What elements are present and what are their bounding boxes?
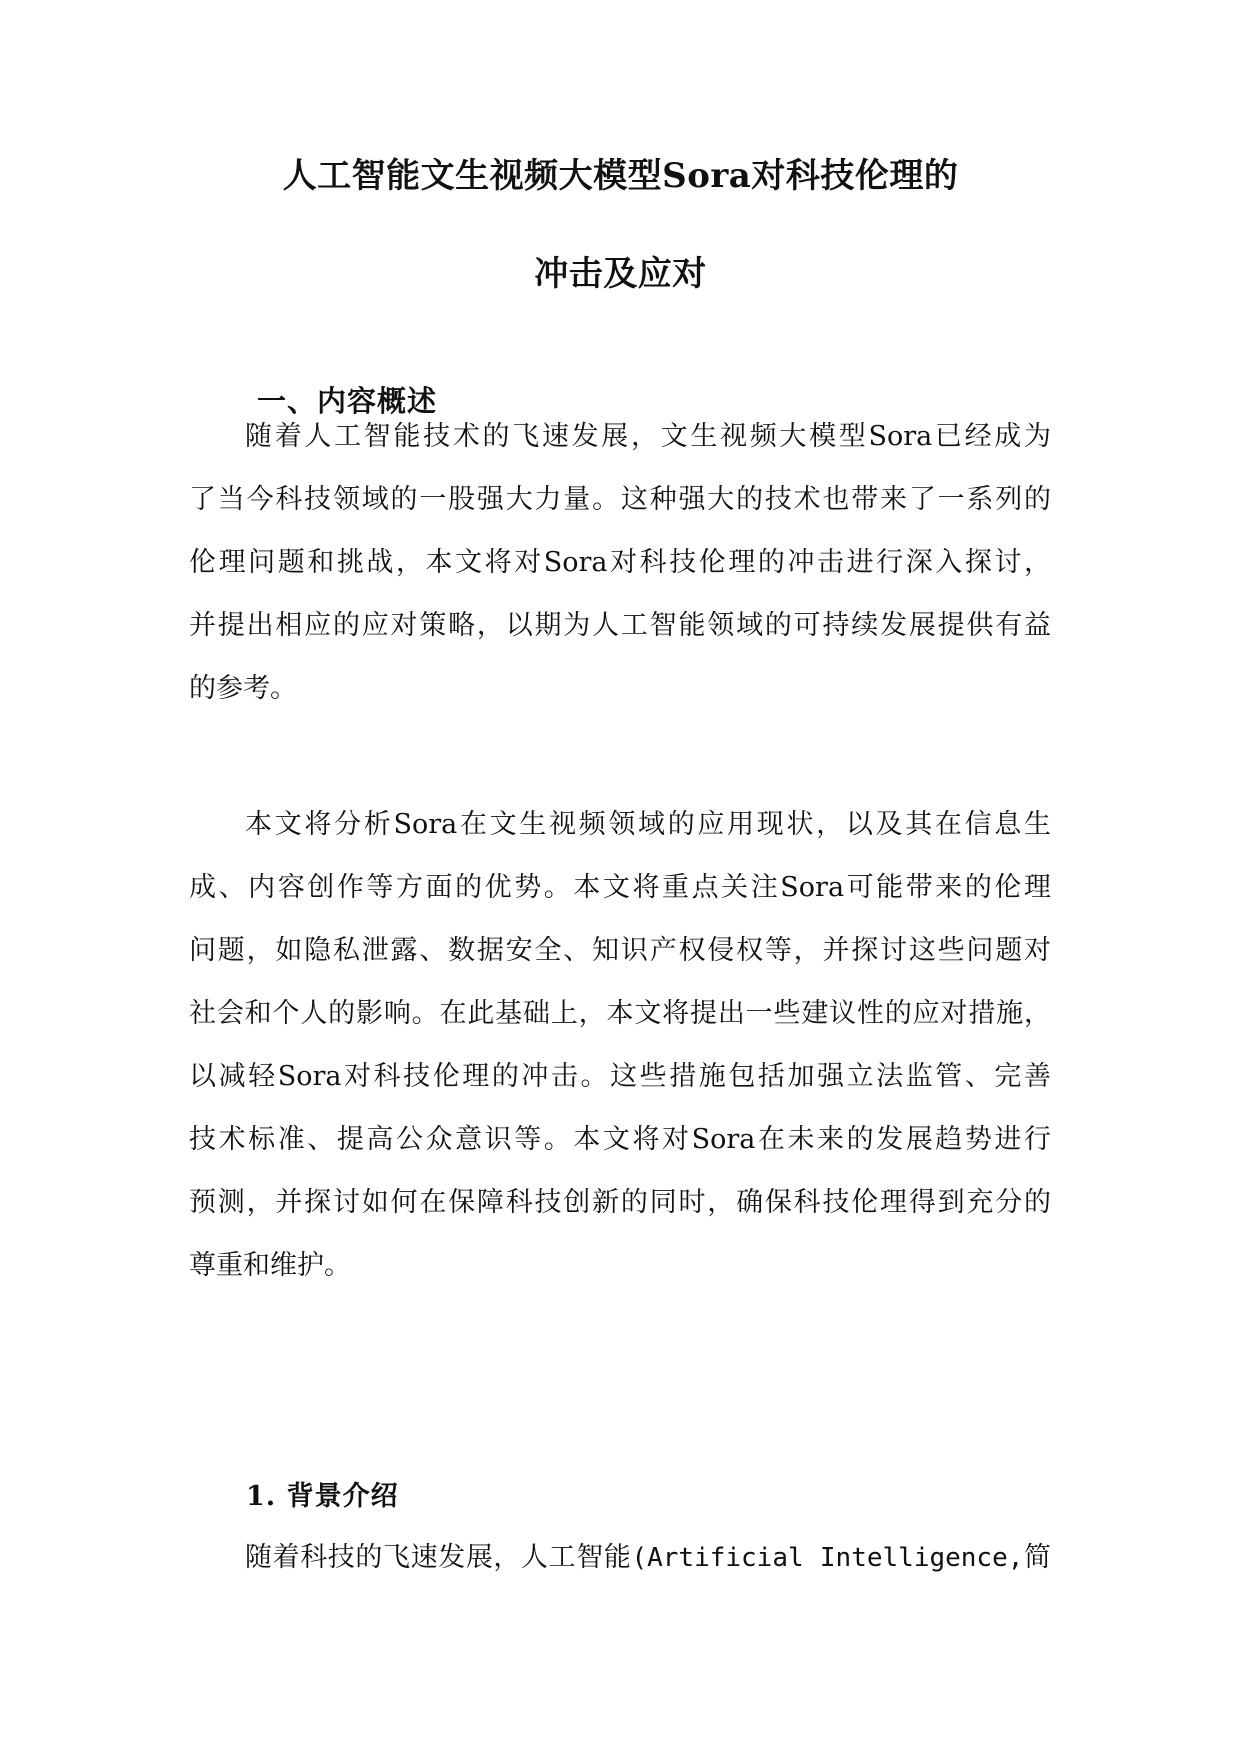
paragraph-1-line-5: 的参考。	[189, 673, 297, 704]
paragraph-2-line-2: 成、内容创作等方面的优势。本文将重点关注Sora可能带来的伦理	[189, 872, 1051, 903]
paragraph-1-line-2: 了当今科技领域的一股强大力量。这种强大的技术也带来了一系列的	[189, 484, 1051, 515]
paragraph-2-line-3: 问题，如隐私泄露、数据安全、知识产权侵权等，并探讨这些问题对	[189, 935, 1051, 966]
paragraph-2-line-6: 技术标准、提高公众意识等。本文将对Sora在未来的发展趋势进行	[189, 1124, 1051, 1155]
document-title-line-1: 人工智能文生视频大模型Sora对科技伦理的	[282, 156, 959, 196]
subsection-1-line-1-end: 简	[1023, 1542, 1051, 1573]
paragraph-2-line-5: 以减轻Sora对科技伦理的冲击。这些措施包括加强立法监管、完善	[189, 1061, 1051, 1092]
paragraph-1-line-3: 伦理问题和挑战，本文将对Sora对科技伦理的冲击进行深入探讨，	[189, 547, 1051, 578]
paragraph-2-line-7: 预测，并探讨如何在保障科技创新的同时，确保科技伦理得到充分的	[189, 1187, 1051, 1218]
subsection-1-line-1-latin: (Artificial Intelligence,	[631, 1543, 1024, 1573]
document-title-line-2: 冲击及应对	[534, 254, 707, 294]
subsection-1-line-1-cjk: 随着科技的飞速发展，人工智能	[245, 1542, 632, 1573]
section-heading-overview: 一、内容概述	[257, 384, 438, 418]
paragraph-1-line-1: 随着人工智能技术的飞速发展，文生视频大模型Sora已经成为	[245, 421, 1051, 452]
subsection-1-line-1	[245, 1541, 1051, 1575]
paragraph-1-line-4: 并提出相应的应对策略，以期为人工智能领域的可持续发展提供有益	[189, 610, 1051, 641]
subsection-heading-background: 1. 背景介绍	[246, 1481, 399, 1512]
paragraph-2-line-4: 社会和个人的影响。在此基础上，本文将提出一些建议性的应对措施，	[189, 998, 1051, 1029]
paragraph-2-line-8: 尊重和维护。	[189, 1250, 351, 1281]
paragraph-2-line-1: 本文将分析Sora在文生视频领域的应用现状，以及其在信息生	[245, 809, 1051, 840]
